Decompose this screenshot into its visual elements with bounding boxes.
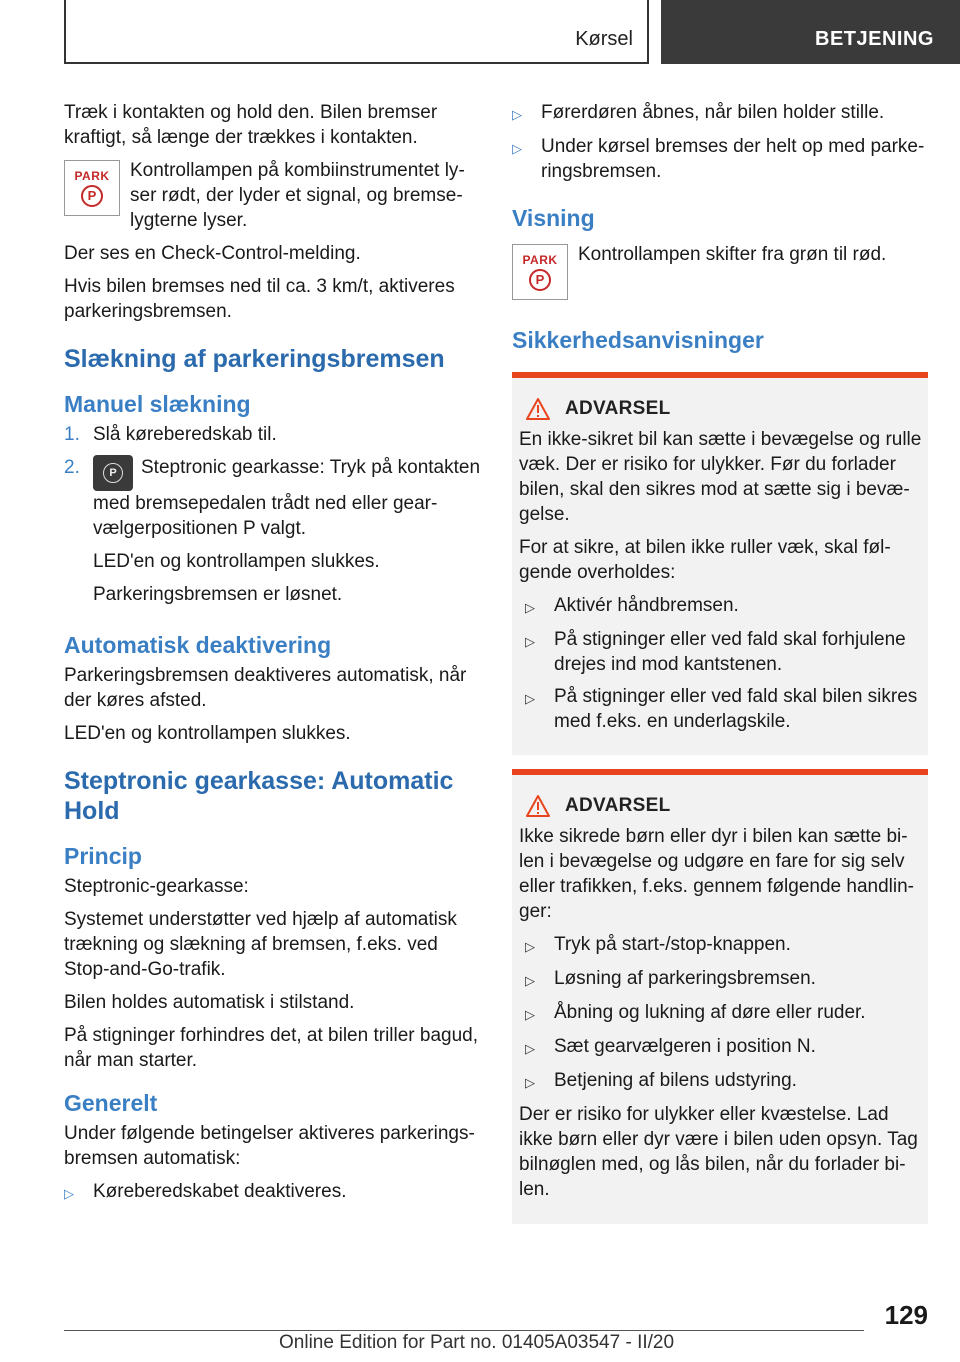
heading-manual: Manuel slækning — [64, 391, 251, 417]
list-item: ▷ Førerdøren åbnes, når bilen holder stille. — [512, 100, 928, 127]
list-item: ▷ Åbning og lukning af døre eller ruder. — [525, 1000, 922, 1027]
heading-general: Generelt — [64, 1090, 158, 1116]
triangle-bullet-icon: ▷ — [525, 691, 535, 706]
step-number: 2. — [64, 457, 80, 478]
park-lamp-icon: PARK P — [64, 160, 120, 216]
paragraph: LED'en og kontrollampen slukkes. — [64, 723, 351, 744]
paragraph: For at sikre, at bilen ikke ruller væk, skal følgende overholdes: — [519, 537, 891, 583]
heading-auto: Automatisk deaktivering — [64, 632, 332, 658]
paragraph: Under følgende betingelser aktiveres parkeringsbremsen automatisk: — [64, 1123, 475, 1169]
warning-title: ADVARSEL — [519, 793, 922, 818]
paragraph: På stigninger forhindres det, at bilen triller bagud, når man starter. — [64, 1025, 479, 1071]
list-item: ▷ Løsning af parkeringsbremsen. — [525, 966, 922, 993]
triangle-bullet-icon: ▷ — [525, 973, 535, 988]
heading-release: Slækning af parkeringsbremsen — [64, 345, 445, 373]
paragraph: Bilen holdes automatisk i stilstand. — [64, 992, 355, 1013]
indicator-text: Kontrollampen på kombiinstrumentet lyser rødt, der lyder et signal, og bremselygterne lyser. — [130, 160, 465, 231]
warning-triangle-icon — [525, 397, 551, 421]
triangle-bullet-icon: ▷ — [525, 939, 535, 954]
warning-title: ADVARSEL — [519, 396, 922, 421]
step-item — [64, 455, 484, 615]
paragraph: Parkeringsbremsen er løsnet. — [93, 584, 343, 605]
warning-triangle-icon — [525, 794, 551, 818]
list-item: ▷ Sæt gearvælgeren i position N. — [525, 1034, 922, 1061]
list-item: ▷ Køreberedskabet deaktiveres. — [64, 1179, 484, 1206]
paragraph: LED'en og kontrollampen slukkes. — [93, 551, 380, 572]
paragraph: Parkeringsbremsen deaktiveres automatisk, når der køres afsted. — [64, 665, 467, 711]
page-number: 129 — [884, 1300, 928, 1330]
warning-box — [512, 769, 928, 1224]
right-column — [512, 100, 928, 1238]
triangle-bullet-icon: ▷ — [525, 600, 535, 615]
triangle-bullet-icon: ▷ — [512, 141, 522, 156]
header-section-title: Kørsel — [575, 28, 633, 50]
paragraph: Hvis bilen bremses ned til ca. 3 km/t, aktiveres parkeringsbremsen. — [64, 276, 455, 322]
step-item — [64, 422, 484, 447]
header-chapter-tab: BETJENING — [661, 0, 960, 64]
paragraph: Systemet understøtter ved hjælp af automatisk trækning og slækning af bremsen, f.eks. ved Stop-and-Go-trafik. — [64, 909, 457, 980]
left-column — [64, 100, 484, 1213]
indicator-row — [512, 242, 928, 300]
list-item: ▷ Under kørsel bremses der helt op med parkeringsbremsen. — [512, 136, 925, 182]
footer-edition: Online Edition for Part no. 01405A03547 - II/20 — [279, 1332, 675, 1353]
step-text: Slå køreberedskab til. — [93, 424, 277, 445]
list-item: ▷ På stigninger eller ved fald skal forhjulene drejes ind mod kantstenen. — [525, 629, 906, 675]
list-item: ▷ Aktivér håndbremsen. — [525, 593, 922, 620]
warning-box — [512, 372, 928, 755]
triangle-bullet-icon: ▷ — [525, 1007, 535, 1022]
heading-safety: Sikkerhedsanvisninger — [512, 327, 764, 353]
paragraph: Ikke sikrede børn eller dyr i bilen kan sætte bilen i bevægelse og udgøre en fare for sig selv eller trafikken, f.eks. gennem følgende handlinger: — [519, 826, 914, 922]
park-lamp-icon: PARK P — [512, 244, 568, 300]
triangle-bullet-icon: ▷ — [525, 634, 535, 649]
footer-divider — [64, 1330, 864, 1331]
list-item: ▷ Tryk på start-/stop-knappen. — [525, 932, 922, 959]
indicator-row — [64, 158, 484, 233]
list-item: ▷ Betjening af bilens udstyring. — [525, 1068, 922, 1095]
list-item: ▷ På stigninger eller ved fald skal bilen sikres med f.eks. en underlagskile. — [525, 686, 918, 732]
triangle-bullet-icon: ▷ — [512, 107, 522, 122]
header-section-tab — [64, 0, 649, 64]
indicator-text: Kontrollampen skifter fra grøn til rød. — [578, 244, 887, 265]
paragraph: Træk i kontakten og hold den. Bilen bremser kraftigt, så længe der trækkes i kontakten. — [64, 102, 438, 148]
step-number: 1. — [64, 424, 80, 445]
triangle-bullet-icon: ▷ — [525, 1075, 535, 1090]
triangle-bullet-icon: ▷ — [64, 1186, 74, 1201]
heading-display: Visning — [512, 205, 595, 231]
paragraph: En ikke-sikret bil kan sætte i bevægelse og rulle væk. Der er risiko for ulykker. Før du forlader bilen, skal den sikres mod at sætte sig i bevægelse. — [519, 429, 922, 525]
triangle-bullet-icon: ▷ — [525, 1041, 535, 1056]
paragraph: Steptronic-gearkasse: — [64, 876, 249, 897]
parking-brake-button-icon: P — [93, 455, 133, 491]
paragraph: Der er risiko for ulykker eller kvæstelse. Lad ikke børn eller dyr være i bilen uden opsyn. Tag bilnøglen med, og lås bilen, når du forlader bilen. — [519, 1104, 918, 1200]
heading-princip: Princip — [64, 843, 142, 869]
step-text: Steptronic gearkasse: Tryk på kontakten med bremsepedalen trådt ned eller gearvælgerpositionen P valgt. — [93, 457, 481, 539]
paragraph: Der ses en Check-Control-melding. — [64, 243, 361, 264]
heading-hold: Steptronic gearkasse: Automatic Hold — [64, 767, 454, 825]
